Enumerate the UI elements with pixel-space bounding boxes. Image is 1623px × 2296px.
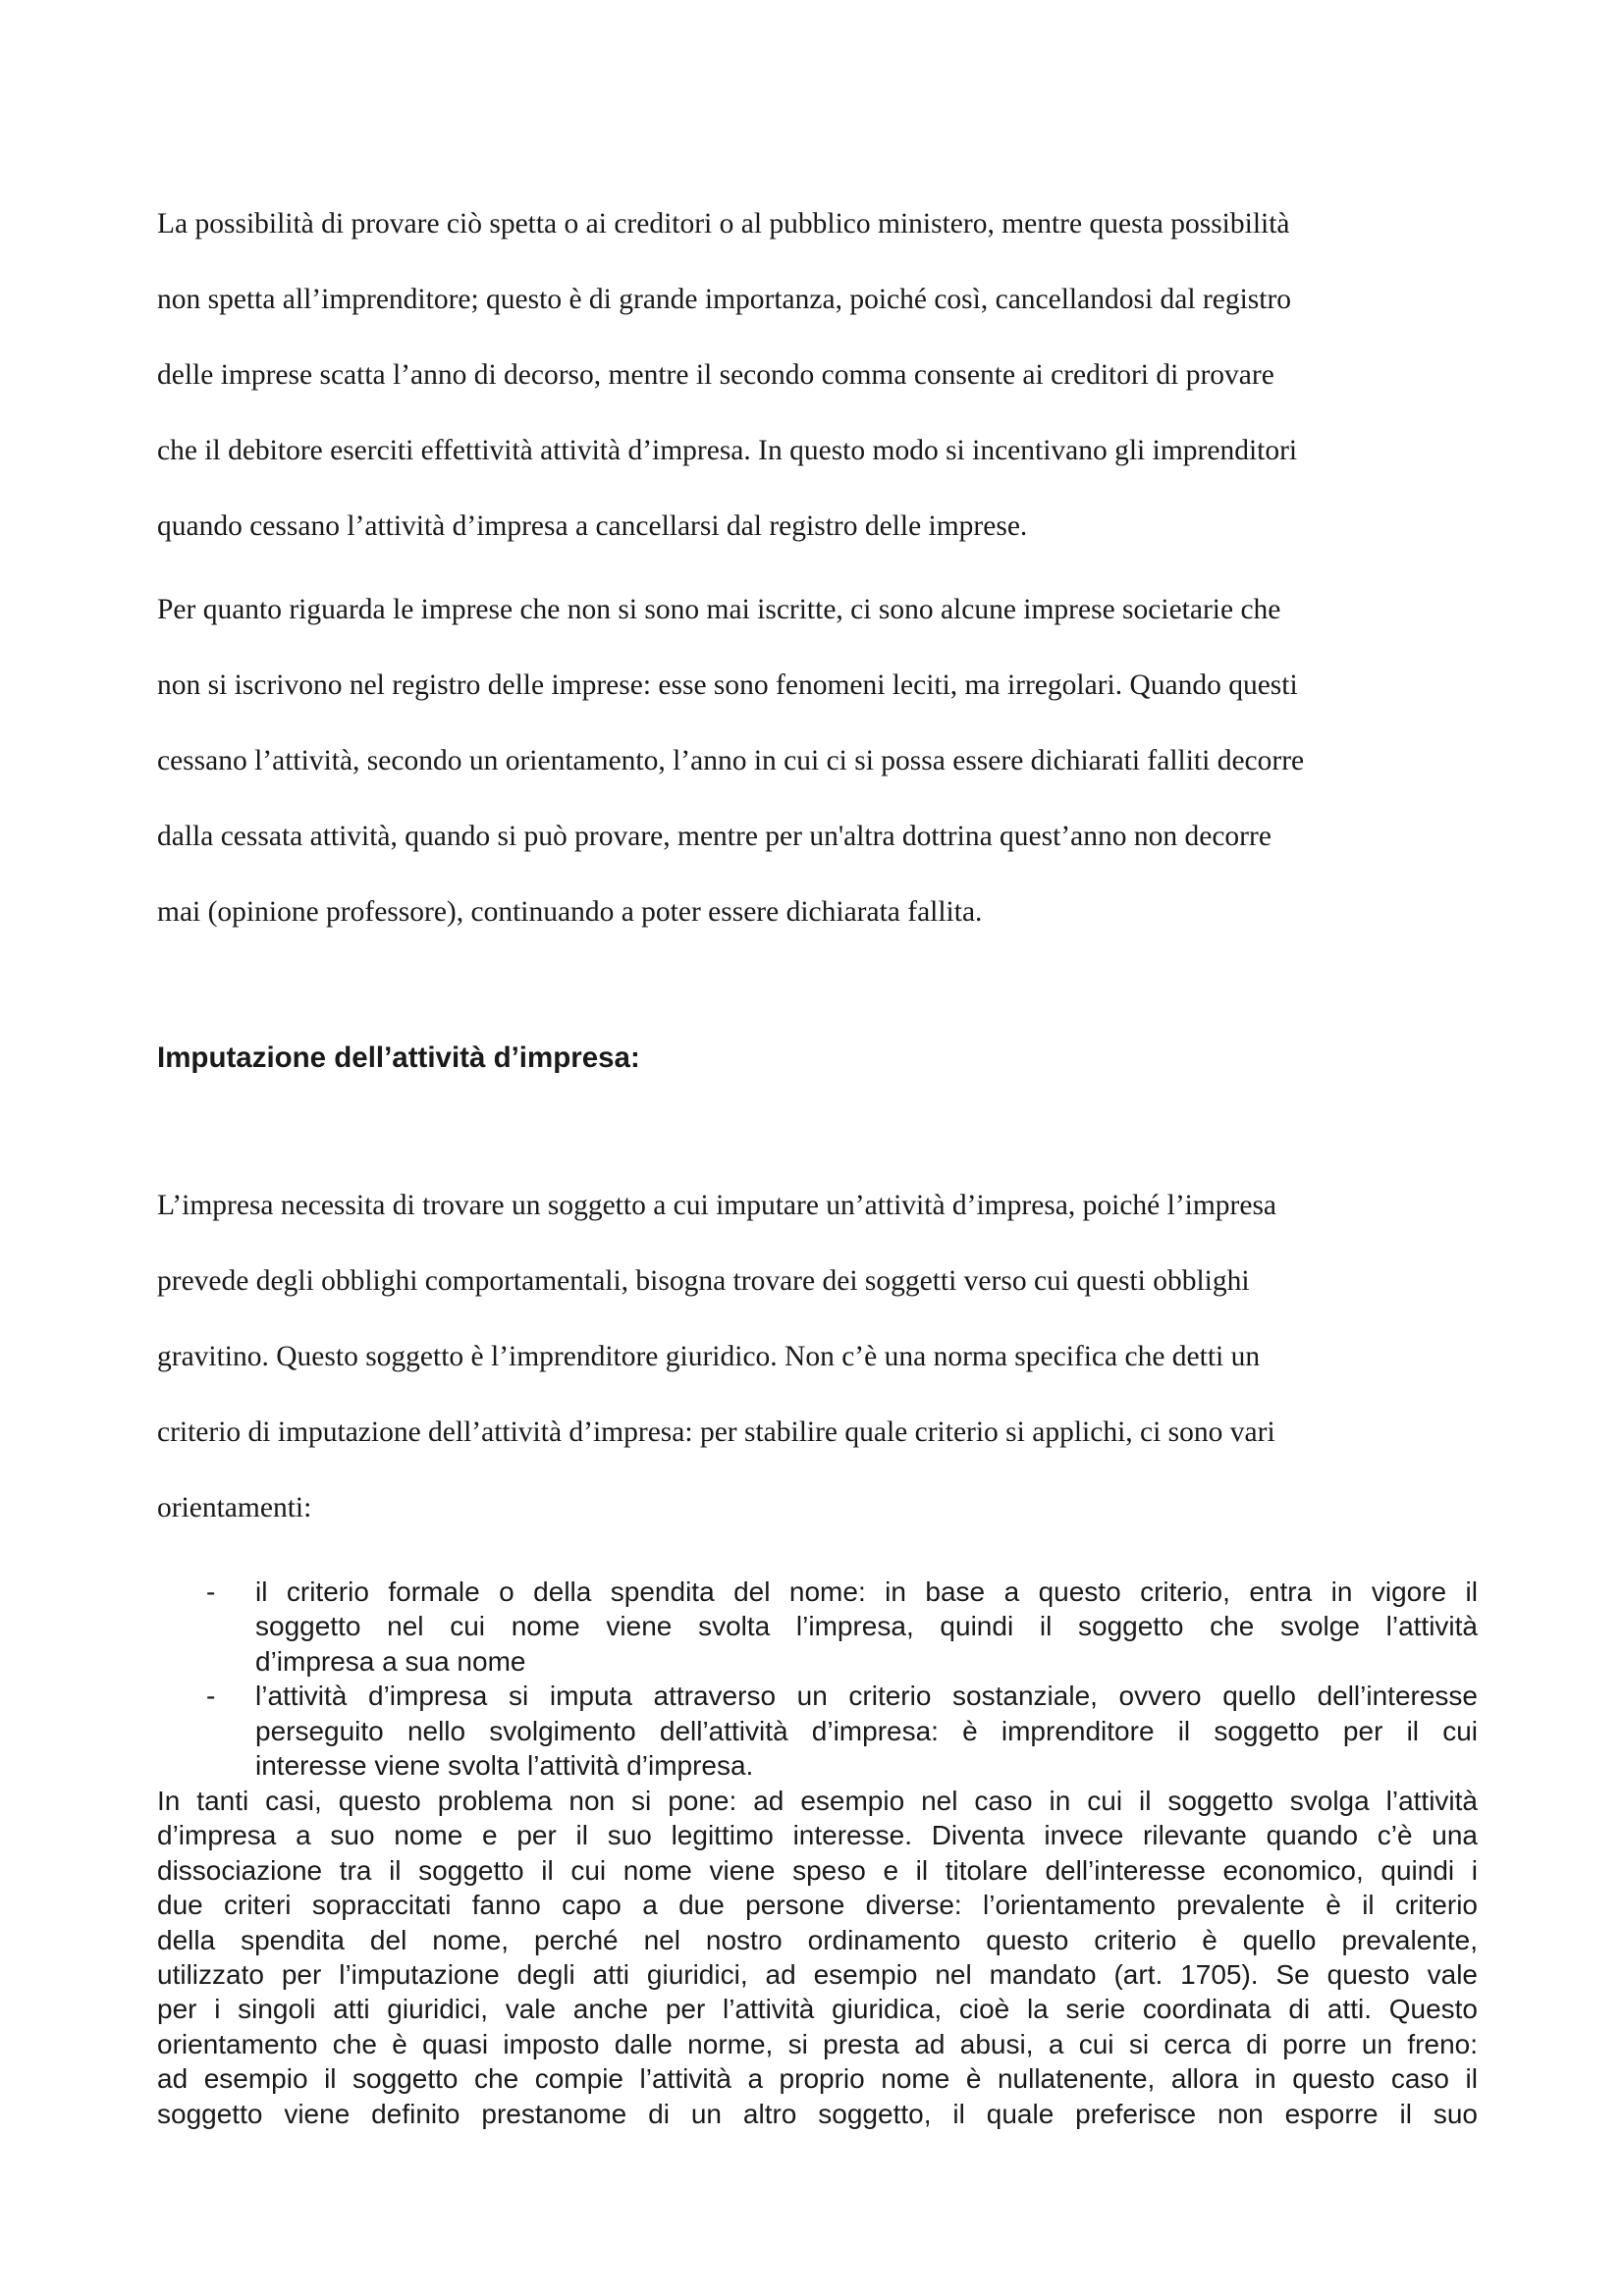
text-line: l’attività d’impresa si imputa attraverso un criterio sostanziale, ovvero quello dell’interesse bbox=[255, 1681, 1478, 1712]
text-line: cessano l’attività, secondo un orientamento, l’anno in cui ci si possa essere dichiarati falliti decorre bbox=[157, 745, 1305, 776]
text-line: che il debitore eserciti effettività attività d’impresa. In questo modo si incentivano gli imprenditori bbox=[157, 435, 1298, 466]
paragraph-2 bbox=[157, 572, 1304, 950]
text-line: dissociazione tra il soggetto il cui nome viene speso e il titolare dell’interesse economico, quindi i bbox=[157, 1854, 1478, 1886]
paragraph-1 bbox=[157, 187, 1297, 564]
text-line: dalla cessata attività, quando si può provare, mentre per un'altra dottrina quest’anno non decorre bbox=[157, 821, 1271, 852]
criteria-list bbox=[157, 1575, 1478, 1783]
text-line: non si iscrivono nel registro delle imprese: esse sono fenomeni leciti, ma irregolari. Quando questi bbox=[157, 669, 1298, 701]
text-line: delle imprese scatta l’anno di decorso, mentre il secondo comma consente ai creditori di provare bbox=[157, 359, 1274, 391]
text-line: ad esempio il soggetto che compie l’attività a proprio nome è nullatenente, allora in questo caso il bbox=[157, 2063, 1478, 2095]
dash-bullet-icon: - bbox=[206, 1681, 216, 1712]
text-line: La possibilità di provare ciò spetta o ai creditori o al pubblico ministero, mentre questa possibilità bbox=[157, 208, 1290, 240]
text-line: gravitino. Questo soggetto è l’imprenditore giuridico. Non c’è una norma specifica che detti un bbox=[157, 1341, 1261, 1372]
text-line: Per quanto riguarda le imprese che non si sono mai iscritte, ci sono alcune imprese societarie che bbox=[157, 594, 1281, 625]
text-line: mai (opinione professore), continuando a poter essere dichiarata fallita. bbox=[157, 896, 983, 928]
text-line: d’impresa a sua nome bbox=[255, 1645, 526, 1677]
text-line: quando cessano l’attività d’impresa a cancellarsi dal registro delle imprese. bbox=[157, 510, 1028, 542]
text-line: In tanti casi, questo problema non si pone: ad esempio nel caso in cui il soggetto svolga l’attività bbox=[157, 1786, 1478, 1816]
text-line: interesse viene svolta l’attività d’impresa. bbox=[255, 1750, 754, 1782]
text-line: prevede degli obblighi comportamentali, bisogna trovare dei soggetti verso cui questi obblighi bbox=[157, 1265, 1250, 1297]
text-line: orientamenti: bbox=[157, 1492, 312, 1523]
list-item bbox=[157, 1679, 1478, 1783]
text-line: d’impresa a suo nome e per il suo legittimo interesse. Diventa invece rilevante quando c’è una bbox=[157, 1820, 1478, 1851]
text-line: L’impresa necessita di trovare un soggetto a cui imputare un’attività d’impresa, poiché l’impresa bbox=[157, 1190, 1277, 1221]
text-line: orientamento che è quasi imposto dalle norme, si presta ad abusi, a cui si cerca di porre un freno: bbox=[157, 2028, 1478, 2059]
paragraph-3 bbox=[157, 1168, 1276, 1546]
text-line: soggetto viene definito prestanome di un altro soggetto, il quale preferisce non esporre il suo bbox=[157, 2098, 1478, 2129]
list-item bbox=[157, 1575, 1478, 1679]
text-line: della spendita del nome, perché nel nostro ordinamento questo criterio è quello prevalente, bbox=[157, 1924, 1478, 1955]
text-line: utilizzato per l’imputazione degli atti giuridici, ad esempio nel mandato (art. 1705). Se questo vale bbox=[157, 1959, 1478, 1991]
text-line: perseguito nello svolgimento dell’attività d’impresa: è imprenditore il soggetto per il cui bbox=[255, 1715, 1478, 1746]
text-line: il criterio formale o della spendita del nome: in base a questo criterio, entra in vigore il bbox=[255, 1576, 1478, 1607]
text-line: per i singoli atti giuridici, vale anche per l’attività giuridica, cioè la serie coordinata di atti. Questo bbox=[157, 1994, 1478, 2025]
paragraph-4 bbox=[157, 1784, 1478, 2131]
text-line: non spetta all’imprenditore; questo è di grande importanza, poiché così, cancellandosi dal registro bbox=[157, 284, 1292, 315]
text-line: due criteri sopraccitati fanno capo a due persone diverse: l’orientamento prevalente è il criterio bbox=[157, 1890, 1478, 1921]
dash-bullet-icon: - bbox=[206, 1576, 216, 1607]
section-heading: Imputazione dell’attività d’impresa: bbox=[157, 1041, 640, 1074]
text-line: criterio di imputazione dell’attività d’impresa: per stabilire quale criterio si applichi, ci sono vari bbox=[157, 1416, 1275, 1448]
text-line: soggetto nel cui nome viene svolta l’impresa, quindi il soggetto che svolge l’attività bbox=[255, 1611, 1478, 1642]
